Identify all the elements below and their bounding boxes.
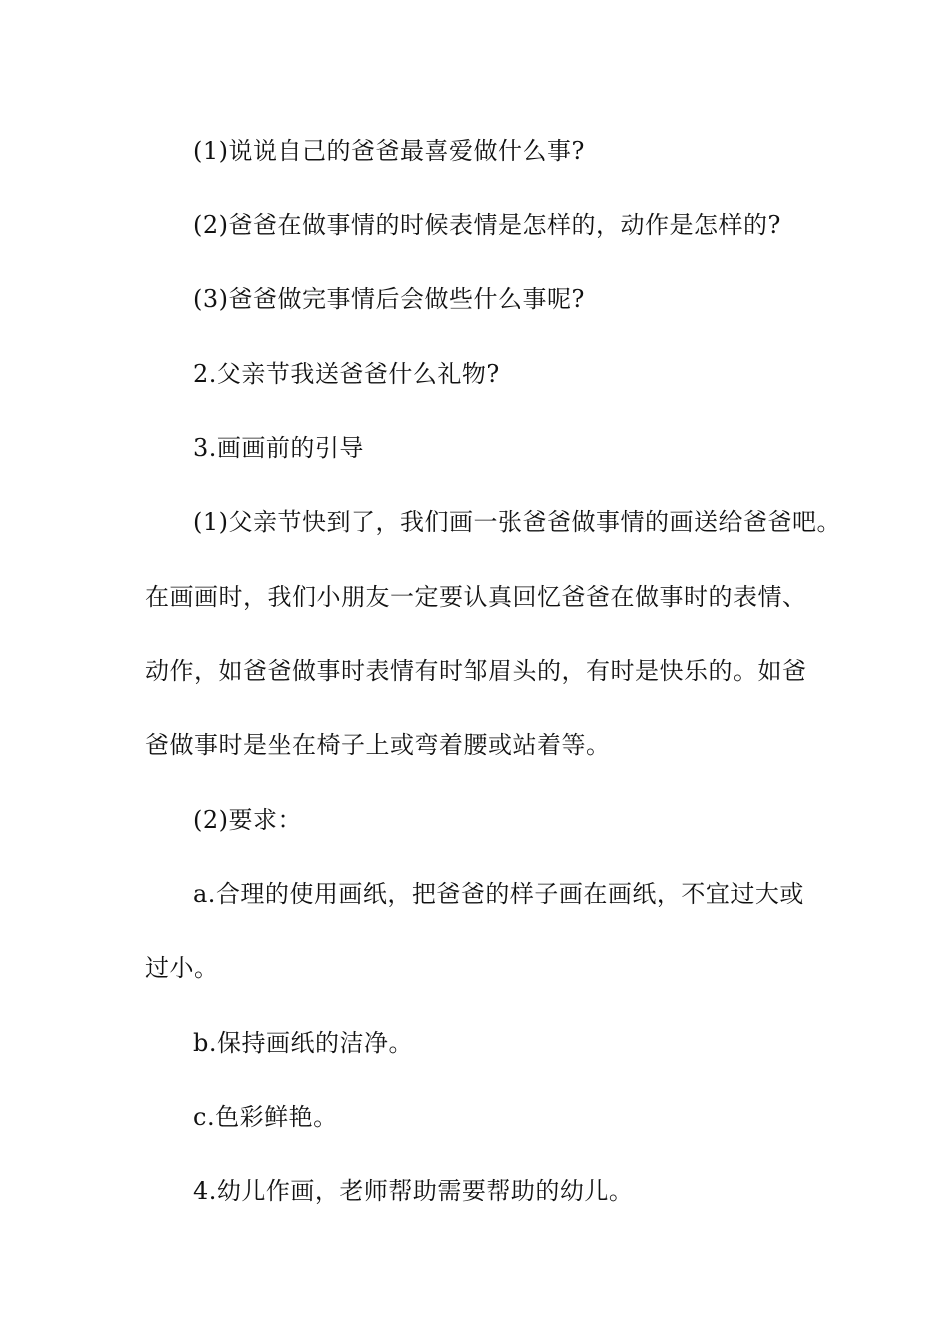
requirement-c-line: c.色彩鲜艳。	[193, 1103, 338, 1131]
guidance-paragraph-line-2: 在画画时，我们小朋友一定要认真回忆爸爸在做事时的表情、	[145, 583, 807, 611]
requirements-heading: (2)要求：	[193, 806, 302, 834]
section-2-heading: 2.父亲节我送爸爸什么礼物?	[193, 360, 500, 388]
guidance-paragraph-line-1: (1)父亲节快到了，我们画一张爸爸做事情的画送给爸爸吧。	[193, 508, 841, 536]
section-3-heading: 3.画画前的引导	[193, 434, 364, 462]
question-2-line: (2)爸爸在做事情的时候表情是怎样的，动作是怎样的?	[193, 211, 781, 239]
requirement-a-line-2: 过小。	[145, 954, 219, 982]
guidance-paragraph-line-3: 动作，如爸爸做事时表情有时邹眉头的，有时是快乐的。如爸	[145, 657, 807, 685]
question-3-line: (3)爸爸做完事情后会做些什么事呢?	[193, 285, 585, 313]
section-4-heading: 4.幼儿作画，老师帮助需要帮助的幼儿。	[193, 1177, 634, 1205]
question-1-line: (1)说说自己的爸爸最喜爱做什么事?	[193, 137, 585, 165]
requirement-a-line-1: a.合理的使用画纸，把爸爸的样子画在画纸，不宜过大或	[193, 880, 804, 908]
requirement-b-line: b.保持画纸的洁净。	[193, 1029, 413, 1057]
guidance-paragraph-line-4: 爸做事时是坐在椅子上或弯着腰或站着等。	[145, 731, 611, 759]
